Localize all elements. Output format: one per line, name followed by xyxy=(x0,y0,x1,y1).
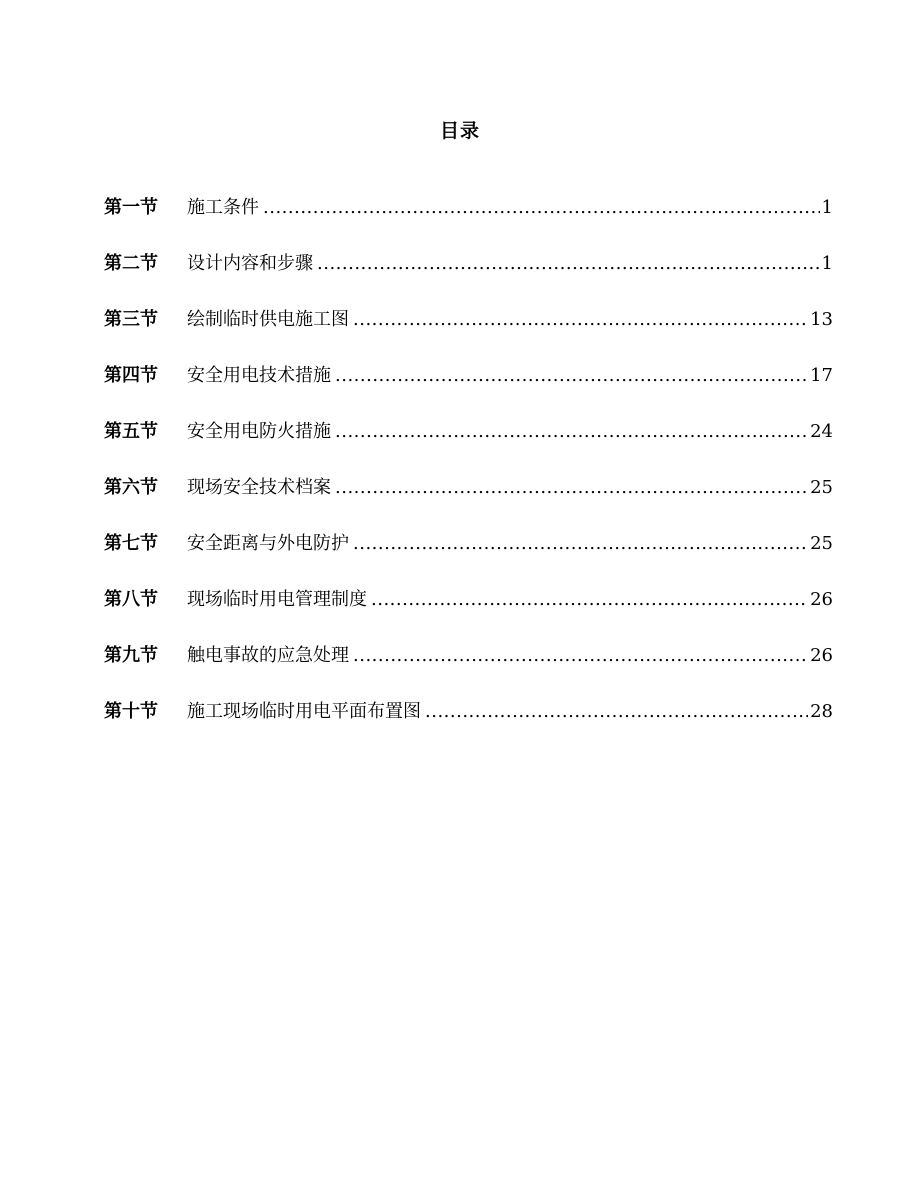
toc-entry[interactable] xyxy=(104,526,833,582)
toc-entry[interactable] xyxy=(104,246,833,302)
toc-leader-dots xyxy=(353,302,808,338)
toc-entry-number: 第一节 xyxy=(104,197,158,218)
toc-entry-page: 24 xyxy=(810,421,833,442)
toc-entry[interactable] xyxy=(104,470,833,526)
toc-entry-number: 第五节 xyxy=(104,421,158,442)
toc-leader-dots xyxy=(335,414,808,450)
toc-entry-title: 现场安全技术档案 xyxy=(187,477,331,498)
toc-entry[interactable] xyxy=(104,694,833,750)
toc-entry-title: 绘制临时供电施工图 xyxy=(187,309,349,330)
toc-leader-dots xyxy=(335,470,808,506)
toc-entry-title: 安全用电防火措施 xyxy=(187,421,331,442)
toc-entry-number: 第七节 xyxy=(104,533,158,554)
toc-leader-dots xyxy=(425,694,808,730)
toc-leader-dots xyxy=(263,190,820,226)
toc-entry-page: 26 xyxy=(810,645,833,666)
toc-entry-page: 25 xyxy=(810,477,833,498)
toc-entry[interactable] xyxy=(104,190,833,246)
toc-entry[interactable] xyxy=(104,414,833,470)
toc-entry-title: 现场临时用电管理制度 xyxy=(187,589,367,610)
toc-entry-page: 26 xyxy=(810,589,833,610)
toc-entry-number: 第四节 xyxy=(104,365,158,386)
toc-leader-dots xyxy=(317,246,820,282)
toc-entry-page: 28 xyxy=(810,701,833,722)
toc-leader-dots xyxy=(371,582,808,618)
toc-entry-page: 17 xyxy=(810,365,833,386)
toc-entry-number: 第九节 xyxy=(104,645,158,666)
toc-entry-title: 安全用电技术措施 xyxy=(187,365,331,386)
toc-entry-page: 1 xyxy=(821,197,833,218)
toc-entry-number: 第三节 xyxy=(104,309,158,330)
toc-entry-title: 施工现场临时用电平面布置图 xyxy=(187,701,421,722)
toc-entry-title: 施工条件 xyxy=(187,197,259,218)
toc-leader-dots xyxy=(353,638,808,674)
toc-title: 目录 xyxy=(439,120,480,142)
toc-entry-page: 13 xyxy=(810,309,833,330)
toc-entry-page: 1 xyxy=(821,253,833,274)
toc-entry-number: 第六节 xyxy=(104,477,158,498)
toc-leader-dots xyxy=(335,358,808,394)
toc-entry[interactable] xyxy=(104,302,833,358)
toc-list xyxy=(104,190,833,750)
toc-entry-number: 第十节 xyxy=(104,701,158,722)
toc-entry-title: 设计内容和步骤 xyxy=(187,253,313,274)
toc-entry-title: 安全距离与外电防护 xyxy=(187,533,349,554)
toc-entry[interactable] xyxy=(104,358,833,414)
toc-entry[interactable] xyxy=(104,638,833,694)
toc-leader-dots xyxy=(353,526,808,562)
toc-entry-number: 第二节 xyxy=(104,253,158,274)
toc-entry-title: 触电事故的应急处理 xyxy=(187,645,349,666)
toc-entry[interactable] xyxy=(104,582,833,638)
toc-entry-page: 25 xyxy=(810,533,833,554)
toc-entry-number: 第八节 xyxy=(104,589,158,610)
